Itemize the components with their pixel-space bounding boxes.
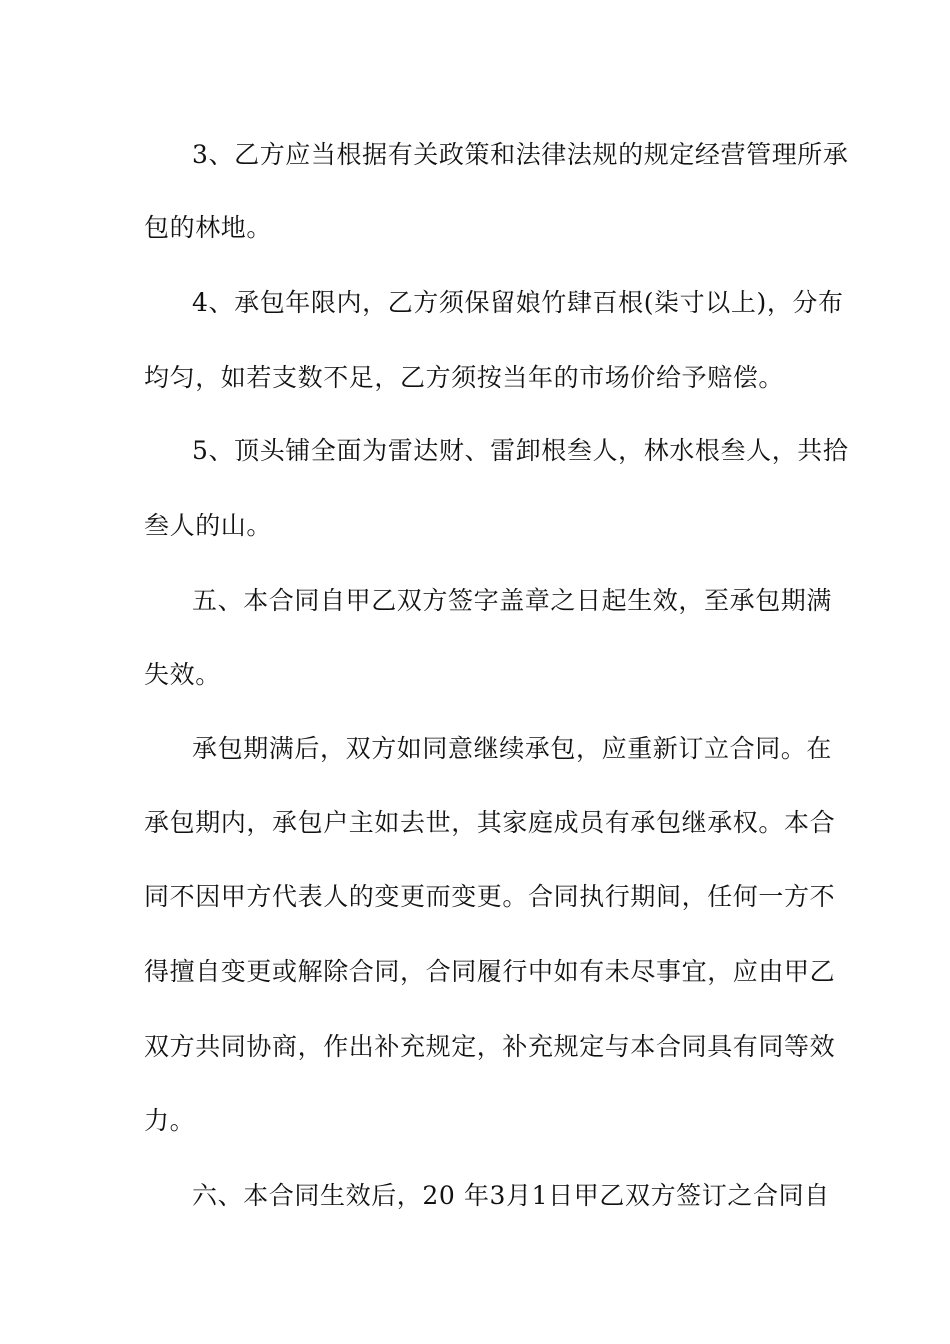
paragraph-2-line-2: 均匀，如若支数不足，乙方须按当年的市场价给予赔偿。 [144,363,785,392]
paragraph-5-line-3: 同不因甲方代表人的变更而变更。合同执行期间，任何一方不 [144,882,836,911]
paragraph-2-line-1: 4、承包年限内，乙方须保留娘竹肆百根(柒寸以上)，分布 [192,288,844,317]
paragraph-3-line-1: 5、顶头铺全面为雷达财、雷卸根叁人，林水根叁人，共拾 [192,436,849,465]
paragraph-4-line-1: 五、本合同自甲乙双方签字盖章之日起生效，至承包期满 [192,586,833,615]
paragraph-6-line-1: 六、本合同生效后，20 年3月1日甲乙双方签订之合同自 [192,1181,830,1210]
paragraph-4-line-2: 失效。 [144,660,221,689]
paragraph-3-line-2: 叁人的山。 [144,511,273,540]
paragraph-5-line-5: 双方共同协商，作出补充规定，补充规定与本合同具有同等效 [144,1032,836,1061]
paragraph-5-line-2: 承包期内，承包户主如去世，其家庭成员有承包继承权。本合 [144,808,836,837]
paragraph-5-line-4: 得擅自变更或解除合同，合同履行中如有未尽事宜，应由甲乙 [144,957,836,986]
paragraph-5-line-1: 承包期满后，双方如同意继续承包，应重新订立合同。在 [192,734,833,763]
paragraph-1-line-1: 3、乙方应当根据有关政策和法律法规的规定经营管理所承 [192,140,849,169]
paragraph-1-line-2: 包的林地。 [144,213,273,242]
paragraph-5-line-6: 力。 [144,1106,196,1135]
